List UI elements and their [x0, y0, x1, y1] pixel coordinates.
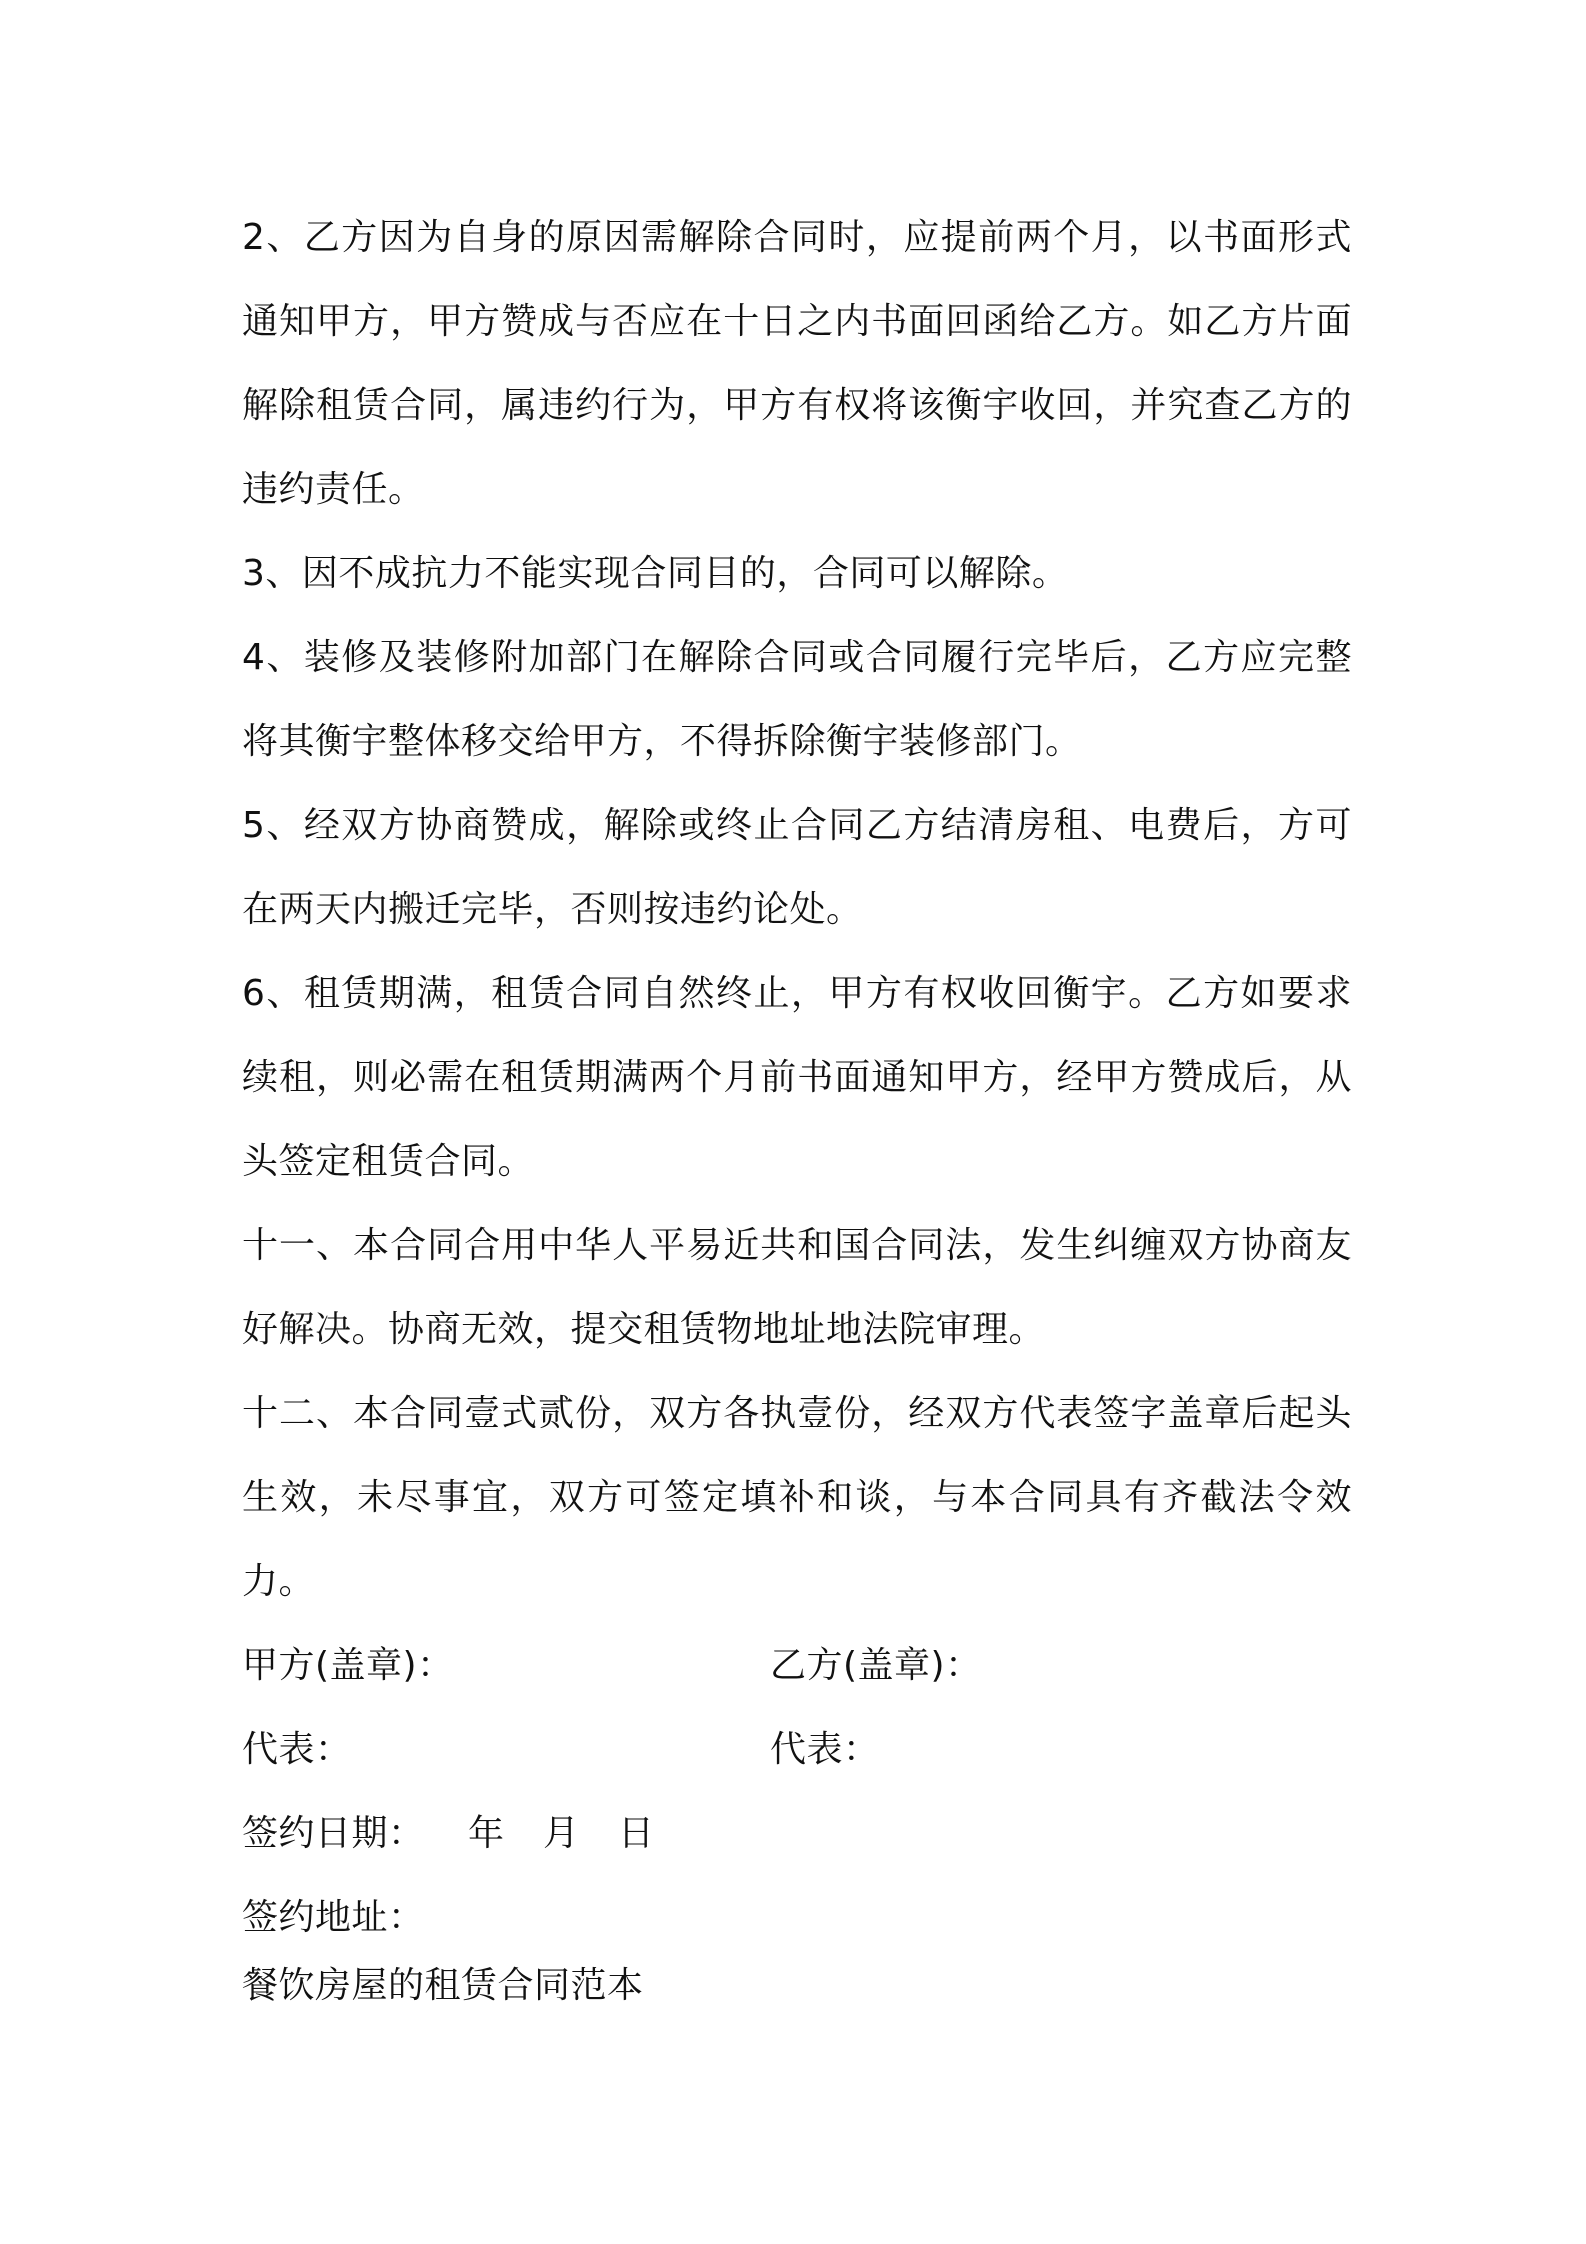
clause-4: 4、装修及装修附加部门在解除合同或合同履行完毕后，乙方应完整将其衡宇整体移交给甲方，不得拆除衡宇装修部门。 [242, 637, 1352, 762]
clause-6: 6、租赁期满，租赁合同自然终止，甲方有权收回衡宇。乙方如要求续租，则必需在租赁期满两个月前书面通知甲方，经甲方赞成后，从头签定租赁合同。 [242, 973, 1352, 1182]
clause-3: 3、因不成抗力不能实现合同目的，合同可以解除。 [242, 553, 1069, 594]
year-label: 年 [468, 1813, 505, 1854]
party-b-seal-label: 乙方(盖章)： [770, 1645, 982, 1686]
day-label: 日 [618, 1813, 655, 1854]
article-12: 十二、本合同壹式贰份，双方各执壹份，经双方代表签字盖章后起头生效，未尽事宜，双方可签定填补和谈，与本合同具有齐截法令效力。 [242, 1393, 1352, 1602]
article-11: 十一、本合同合用中华人平易近共和国合同法，发生纠缠双方协商友好解决。协商无效，提交租赁物地址地法院审理。 [242, 1225, 1352, 1350]
sign-date-label: 签约日期： [242, 1813, 425, 1854]
party-b-rep-label: 代表： [770, 1729, 880, 1770]
sign-date-row [242, 1792, 1352, 1876]
seal-row [242, 1624, 1352, 1708]
clause-5: 5、经双方协商赞成，解除或终止合同乙方结清房租、电费后，方可在两天内搬迁完毕，否则按违约论处。 [242, 805, 1352, 930]
party-a-seal-label: 甲方(盖章)： [242, 1645, 454, 1686]
document-body [242, 196, 1352, 1960]
party-a-rep-label: 代表： [242, 1729, 352, 1770]
month-label: 月 [543, 1813, 580, 1854]
next-document-title: 餐饮房屋的租赁合同范本 [242, 1965, 644, 2006]
clause-2: 2、乙方因为自身的原因需解除合同时，应提前两个月，以书面形式通知甲方，甲方赞成与否应在十日之内书面回函给乙方。如乙方片面解除租赁合同，属违约行为，甲方有权将该衡宇收回，并究查乙方的违约责任。 [242, 217, 1352, 510]
representative-row [242, 1708, 1352, 1792]
sign-address-label: 签约地址： [242, 1897, 425, 1938]
